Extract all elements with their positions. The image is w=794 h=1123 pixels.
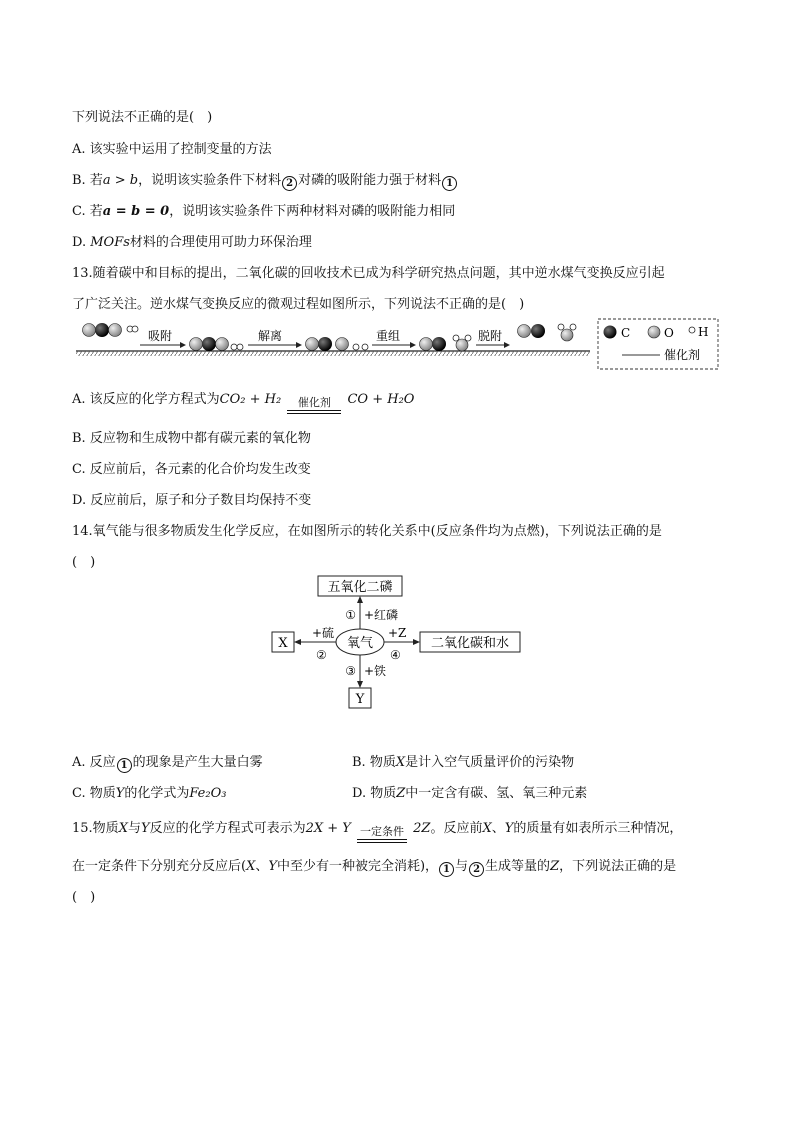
q13-option-c: C. 反应前后，各元素的化合价均发生改变 (72, 462, 311, 477)
q13-stem-line1: 13.随着碳中和目标的提出，二氧化碳的回收技术已成为科学研究热点问题，其中逆水煤气变换反应引起 (72, 266, 665, 281)
reaction-condition: 催化剂 (285, 397, 343, 414)
right-box-label: 二氧化碳和水 (430, 636, 510, 651)
circled-number: 2 (282, 176, 297, 191)
q12-option-a: A. 该实验中运用了控制变量的方法 (72, 142, 272, 157)
oxygen-atom-legend-icon (648, 326, 660, 338)
stage-4-molecules (420, 335, 472, 351)
step-label-desorption: 脱附 (478, 329, 503, 343)
top-box-label: 五氧化二磷 (327, 580, 393, 595)
svg-text:④: ④ (390, 648, 401, 662)
svg-text:+铁: +铁 (364, 664, 387, 678)
q14-option-d: D. 物质Z中一定含有碳、氢、氧三种元素 (352, 786, 588, 801)
stage-2-molecules (190, 337, 244, 351)
q12-stem: 下列说法不正确的是( ) (72, 110, 213, 125)
q14-option-b: B. 物质X是计入空气质量评价的污染物 (352, 755, 575, 770)
svg-text:C: C (621, 326, 631, 340)
circled-number: 2 (469, 862, 484, 877)
stage-5-molecules (518, 324, 577, 341)
q14-oxygen-transformation-diagram (268, 574, 524, 710)
q14-option-c: C. 物质Y的化学式为Fe₂O₃ (72, 786, 227, 801)
circled-number: 1 (442, 176, 457, 191)
circled-number: 1 (117, 758, 132, 773)
svg-text:O: O (664, 326, 674, 340)
svg-text:③: ③ (345, 664, 356, 678)
reaction-condition: 一定条件 (355, 826, 409, 843)
stage-3-molecules (306, 337, 369, 351)
left-box-label: X (278, 636, 288, 651)
q15-stem-line2: 在一定条件下分别充分反应后(X、Y中至少有一种被完全消耗)， 1 与 2 生成等量的Z，下列说法正确的是 (72, 859, 677, 875)
step-label-dissociation: 解离 (258, 329, 283, 343)
svg-text:②: ② (316, 648, 327, 662)
q14-stem-line2: ( ) (72, 555, 96, 570)
q13-option-d: D. 反应前后，原子和分子数目均保持不变 (72, 493, 312, 508)
stage-1-molecules (83, 323, 139, 337)
carbon-atom-legend-icon (604, 326, 617, 339)
q13-option-b: B. 反应物和生成物中都有碳元素的氧化物 (72, 431, 311, 446)
step-label-adsorption: 吸附 (148, 329, 173, 343)
q13-option-a: A. 该反应的化学方程式为CO₂ + H₂ 催化剂 CO + H₂O (72, 388, 414, 414)
circled-number: 1 (439, 862, 454, 877)
bottom-box-label: Y (355, 692, 365, 707)
q15-stem-line1: 15.物质X与Y反应的化学方程式可表示为2X + Y 一定条件 2Z。反应前X、Y的质量有如表所示三种情况， (72, 817, 682, 843)
q13-reaction-process-diagram (72, 318, 722, 372)
q13-stem-line2: 了广泛关注。逆水煤气变换反应的微观过程如图所示，下列说法不正确的是( ) (72, 297, 525, 312)
svg-text:+硫: +硫 (312, 626, 335, 640)
q14-option-a: A. 反应 1 的现象是产生大量白雾 (72, 755, 263, 771)
q12-option-b: B. 若a > b，说明该实验条件下材料 2 对磷的吸附能力强于材料 1 (72, 169, 458, 191)
step-label-recombination: 重组 (376, 329, 401, 343)
svg-text:+Z: +Z (388, 626, 407, 640)
q15-stem-line3: ( ) (72, 890, 96, 905)
svg-text:催化剂: 催化剂 (664, 348, 701, 362)
q14-stem-line1: 14.氧气能与很多物质发生化学反应，在如图所示的转化关系中(反应条件均为点燃)，下列说法正确的是 (72, 524, 662, 539)
svg-text:+红磷: +红磷 (364, 608, 399, 622)
center-label: 氧气 (346, 636, 374, 651)
hydrogen-atom-legend-icon (689, 327, 695, 333)
svg-text:①: ① (345, 608, 356, 622)
svg-text:H: H (698, 325, 709, 339)
q12-option-d: D. MOFs材料的合理使用可助力环保治理 (72, 235, 312, 250)
q12-option-c: C. 若a = b = 0，说明该实验条件下两种材料对磷的吸附能力相同 (72, 204, 456, 219)
